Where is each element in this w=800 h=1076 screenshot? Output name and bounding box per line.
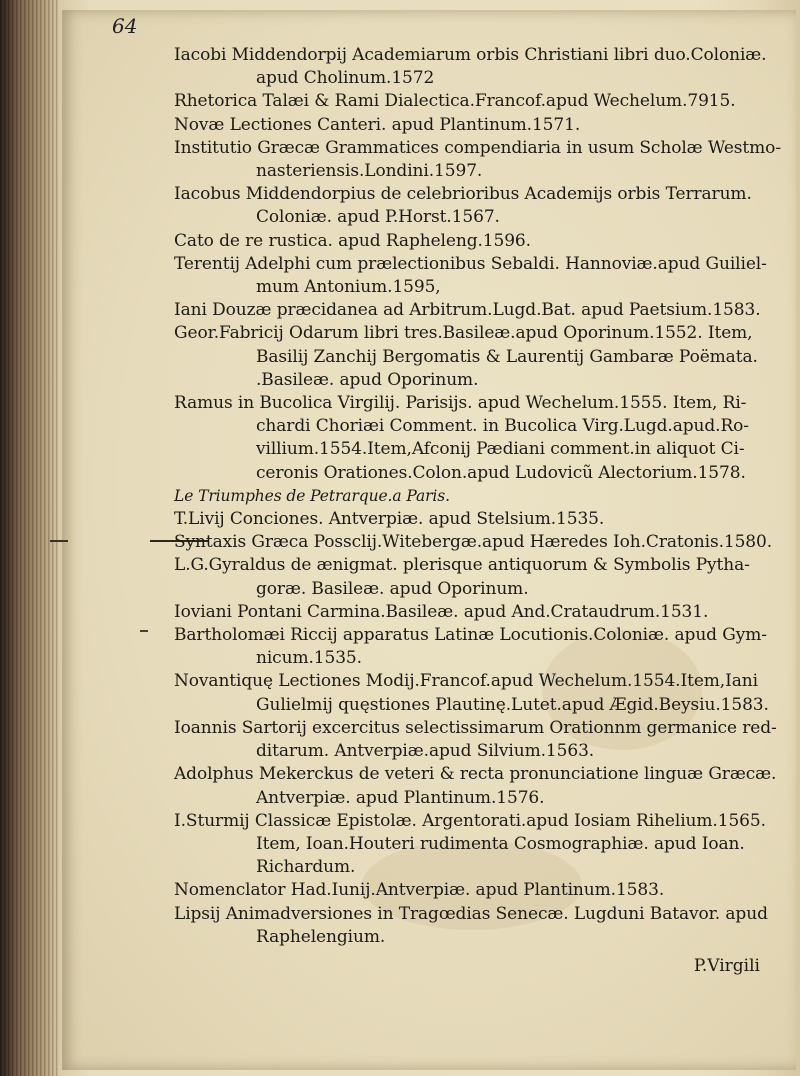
entry-line: Ioviani Pontani Carmina.Basileæ. apud And.Crataudrum.1531. — [174, 601, 709, 622]
entry-line-italic: Le Triumphes de Petrarque.a Paris. — [174, 486, 450, 505]
entry-line: goræ. Basileæ. apud Oporinum. — [256, 578, 529, 599]
entry-line: L.G.Gyraldus de ænigmat. plerisque antiquorum & Symbolis Pytha- — [174, 555, 750, 576]
entry-line: Bartholomæi Riccij apparatus Latinæ Locutionis.Coloniæ. apud Gym- — [174, 625, 767, 646]
entry-line: chardi Choriæi Comment. in Bucolica Virg.Lugd.apud.Ro- — [256, 416, 749, 437]
entry-line: Cato de re rustica. apud Rapheleng.1596. — [174, 230, 531, 251]
book-edge — [0, 0, 58, 1076]
page-number: 64 — [112, 14, 138, 38]
entry-line: mum Antonium.1595, — [256, 277, 441, 298]
margin-dash — [140, 630, 148, 632]
entry-line: Novæ Lectiones Canteri. apud Plantinum.1571. — [174, 114, 581, 135]
entry-line: Lipsij Animadversiones in Tragœdias Senecæ. Lugduni Batavor. apud — [174, 903, 768, 924]
entry-line: Terentij Adelphi cum prælectionibus Sebaldi. Hannoviæ.apud Guiliel- — [174, 253, 767, 274]
entry-line: Novantiquę Lectiones Modij.Francof.apud Wechelum.1554.Item,Iani — [174, 671, 758, 692]
entry-line: Ramus in Bucolica Virgilij. Parisijs. apud Wechelum.1555. Item, Ri- — [174, 393, 747, 414]
entry-line: Gulielmij quęstiones Plautinę.Lutet.apud Ægid.Beysiu.1583. — [256, 694, 769, 715]
entry-line: T.Livij Conciones. Antverpiæ. apud Stelsium.1535. — [174, 509, 605, 530]
entry-line: .Basileæ. apud Oporinum. — [256, 369, 479, 390]
entry-line: Basilij Zanchij Bergomatis & Laurentij Gambaræ Poëmata. — [256, 346, 758, 367]
catchword: P.Virgili — [693, 956, 760, 976]
entry-line: Raphelengium. — [256, 926, 386, 947]
entry-line: villium.1554.Item,Afconij Pædiani comment.in aliquot Ci- — [256, 439, 745, 460]
margin-mark — [50, 540, 68, 542]
entry-line: Iacobus Middendorpius de celebrioribus Academijs orbis Terrarum. — [174, 184, 752, 205]
entry-line: apud Cholinum.1572 — [256, 68, 435, 89]
entry-line: nicum.1535. — [256, 648, 362, 669]
entry-line: I.Sturmij Classicæ Epistolæ. Argentorati.apud Iosiam Rihelium.1565. — [174, 810, 766, 831]
entry-line: nasteriensis.Londini.1597. — [256, 161, 483, 182]
entry-line: Antverpiæ. apud Plantinum.1576. — [256, 787, 545, 808]
entry-line: Iani Douzæ præcidanea ad Arbitrum.Lugd.Bat. apud Paetsium.1583. — [174, 300, 761, 321]
entry-line: Adolphus Mekerckus de veteri & recta pronunciatione linguæ Græcæ. — [174, 764, 777, 785]
entry-line: ceronis Orationes.Colon.apud Ludovicũ Alectorium.1578. — [256, 462, 746, 483]
entry-line: ditarum. Antverpiæ.apud Silvium.1563. — [256, 741, 595, 762]
entry-line: Nomenclator Had.Iunij.Antverpiæ. apud Plantinum.1583. — [174, 880, 665, 901]
entry-line: Syntaxis Græca Possclij.Witebergæ.apud Hæredes Ioh.Cratonis.1580. — [174, 532, 773, 553]
entry-line: Institutio Græcæ Grammatices compendiaria in usum Scholæ Westmo- — [174, 137, 781, 158]
entry-line: Richardum. — [256, 857, 356, 878]
entry-line: Rhetorica Talæi & Rami Dialectica.Francof.apud Wechelum.7915. — [174, 91, 736, 112]
entry-line: Item, Ioan.Houteri rudimenta Cosmographiæ. apud Ioan. — [256, 833, 745, 854]
entry-line: Ioannis Sartorij excercitus selectissimarum Orationnm germanice red- — [174, 717, 777, 738]
bibliography-list — [174, 44, 781, 949]
entry-line: Coloniæ. apud P.Horst.1567. — [256, 207, 500, 228]
entry-line: Iacobi Middendorpij Academiarum orbis Christiani libri duo.Coloniæ. — [174, 45, 767, 65]
entry-line: Geor.Fabricij Odarum libri tres.Basileæ.apud Oporinum.1552. Item, — [174, 323, 753, 344]
